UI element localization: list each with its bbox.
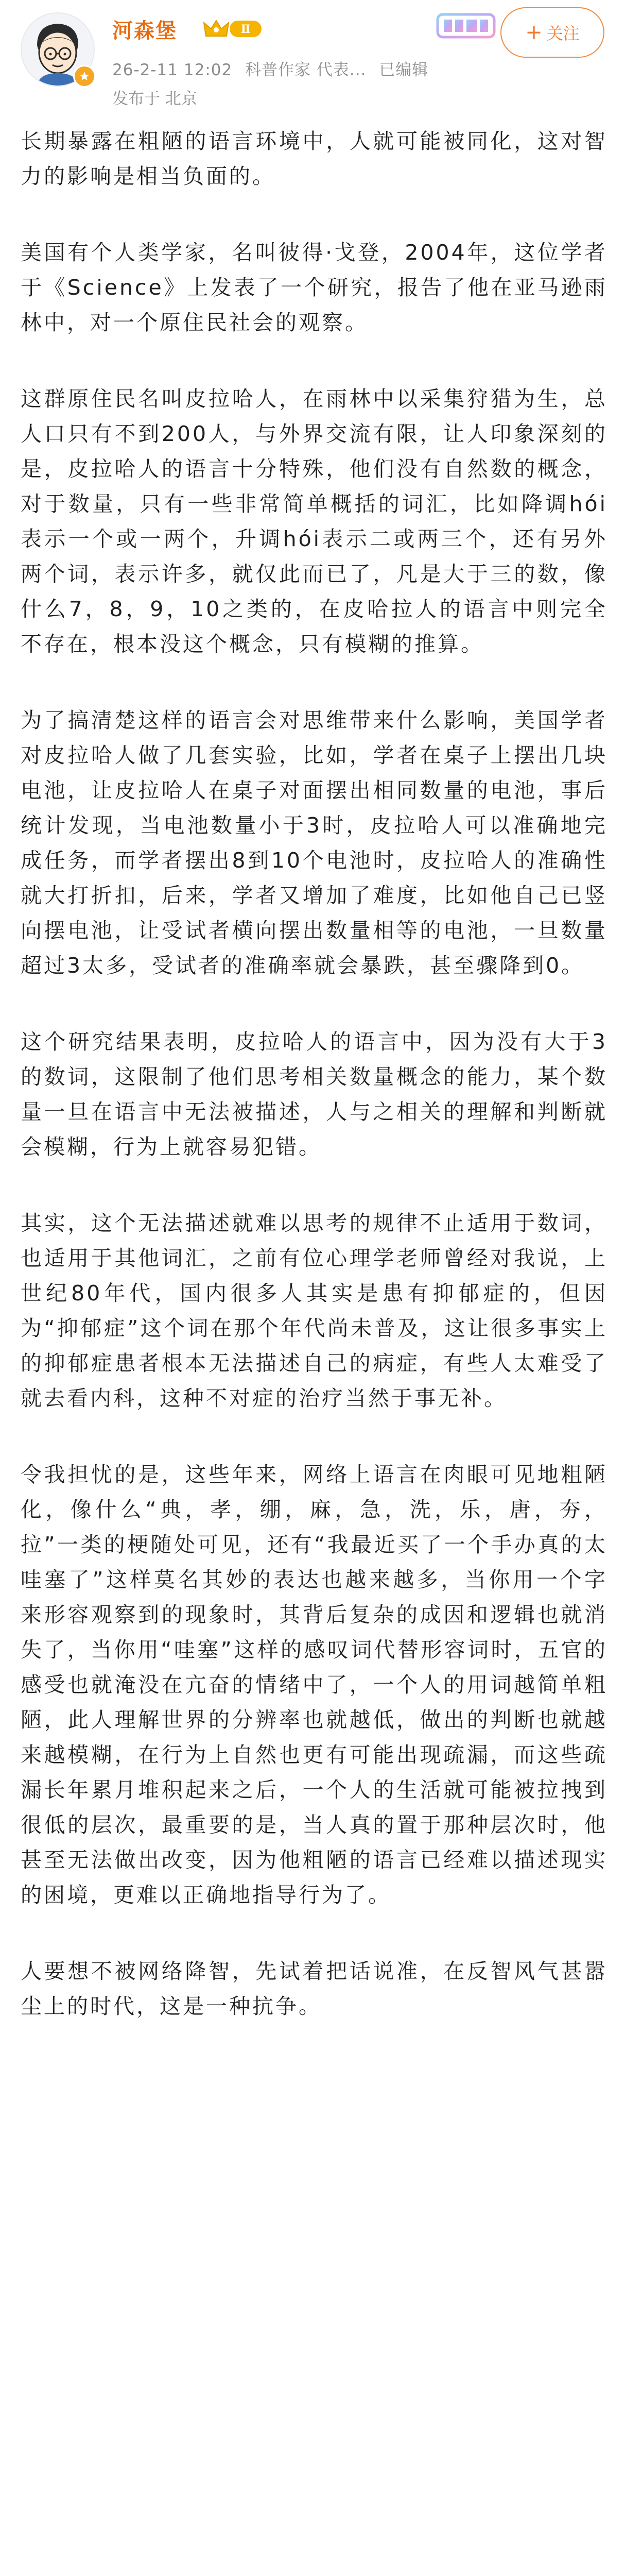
post-paragraph: 长期暴露在粗陋的语言环境中，人就可能被同化，这对智力的影响是相当负面的。: [21, 129, 607, 189]
post-location: 发布于 北京: [112, 90, 197, 108]
promo-logo-icon[interactable]: [436, 7, 496, 44]
post-date: 26-2-11 12:02: [112, 61, 233, 79]
level-crown-badge-icon[interactable]: [201, 18, 265, 40]
author-name[interactable]: 河森堡: [112, 19, 177, 43]
verified-badge-icon: [73, 65, 96, 88]
follow-button-label: 关注: [546, 24, 580, 43]
level-text: Ⅱ: [240, 23, 251, 36]
post-paragraph: 其实，这个无法描述就难以思考的规律不止适用于数词，也适用于其他词汇，之前有位心理学老师曾经对我说，上世纪80年代，国内很多人其实是患有抑郁症的，但因为“抑郁症”这个词在那个年代尚未普及，这让很多事实上的抑郁症患者根本无法描述自己的病症，有些人太难受了就去看内科，这种不对症的治疗当然于事无补。: [21, 1211, 607, 1411]
author-tag[interactable]: 科普作家 代表...: [245, 61, 367, 79]
post-paragraph: 这个研究结果表明，皮拉哈人的语言中，因为没有大于3的数词，这限制了他们思考相关数量概念的能力，某个数量一旦在语言中无法被描述，人与之相关的理解和判断就会模糊，行为上就容易犯错。: [21, 1029, 607, 1159]
post-paragraph: 令我担忧的是，这些年来，网络上语言在肉眼可见地粗陋化，像什么“典，孝，绷，麻，急，洗，乐，唐，夯，拉”一类的梗随处可见，还有“我最近买了一个手办真的太哇塞了”这样莫名其妙的表达也越来越多，当你用一个字来形容观察到的现象时，其背后复杂的成因和逻辑也就消失了，当你用“哇塞”这样的感叹词代替形容词时，五官的感受也就淹没在亢奋的情绪中了，一个人的用词越简单粗陋，此人理解世界的分辨率也就越低，做出的判断也就越来越模糊，在行为上自然也更有可能出现疏漏，而这些疏漏长年累月堆积起来之后，一个人的生活就可能被拉拽到很低的层次，最重要的是，当人真的置于那种层次时，他甚至无法做出改变，因为他粗陋的语言已经难以描述现实的困境，更难以正确地指导行为了。: [21, 1462, 607, 1907]
post-body: [21, 124, 607, 2024]
follow-button[interactable]: [500, 7, 604, 58]
post-meta: [112, 57, 436, 80]
post-header: [0, 0, 625, 108]
post-paragraph: 美国有个人类学家，名叫彼得·戈登，2004年，这位学者于《Science》上发表了一个研究，报告了他在亚马逊雨林中，对一个原住民社会的观察。: [21, 240, 607, 335]
post-paragraph: 为了搞清楚这样的语言会对思维带来什么影响，美国学者对皮拉哈人做了几套实验，比如，学者在桌子上摆出几块电池，让皮拉哈人在桌子对面摆出相同数量的电池，事后统计发现，当电池数量小于3时，皮拉哈人可以准确地完成任务，而学者摆出8到10个电池时，皮拉哈人的准确性就大打折扣，后来，学者又增加了难度，比如他自己已竖向摆电池，让受试者横向摆出数量相等的电池，一旦数量超过3太多，受试者的准确率就会暴跌，甚至骤降到0。: [21, 708, 607, 978]
plus-icon: +: [525, 21, 543, 44]
edited-label[interactable]: 已编辑: [379, 61, 429, 79]
post-paragraph: 人要想不被网络降智，先试着把话说准，在反智风气甚嚣尘上的时代，这是一种抗争。: [21, 1959, 607, 2019]
post-paragraph: 这群原住民名叫皮拉哈人，在雨林中以采集狩猎为生，总人口只有不到200人，与外界交流有限，让人印象深刻的是，皮拉哈人的语言十分特殊，他们没有自然数的概念，对于数量，只有一些非常简单概括的词汇，比如降调hói表示一个或一两个，升调hói表示二或两三个，还有另外两个词，表示许多，就仅此而已了，凡是大于三的数，像什么7，8，9，10之类的，在皮哈拉人的语言中则完全不存在，根本没这个概念，只有模糊的推算。: [21, 386, 607, 656]
